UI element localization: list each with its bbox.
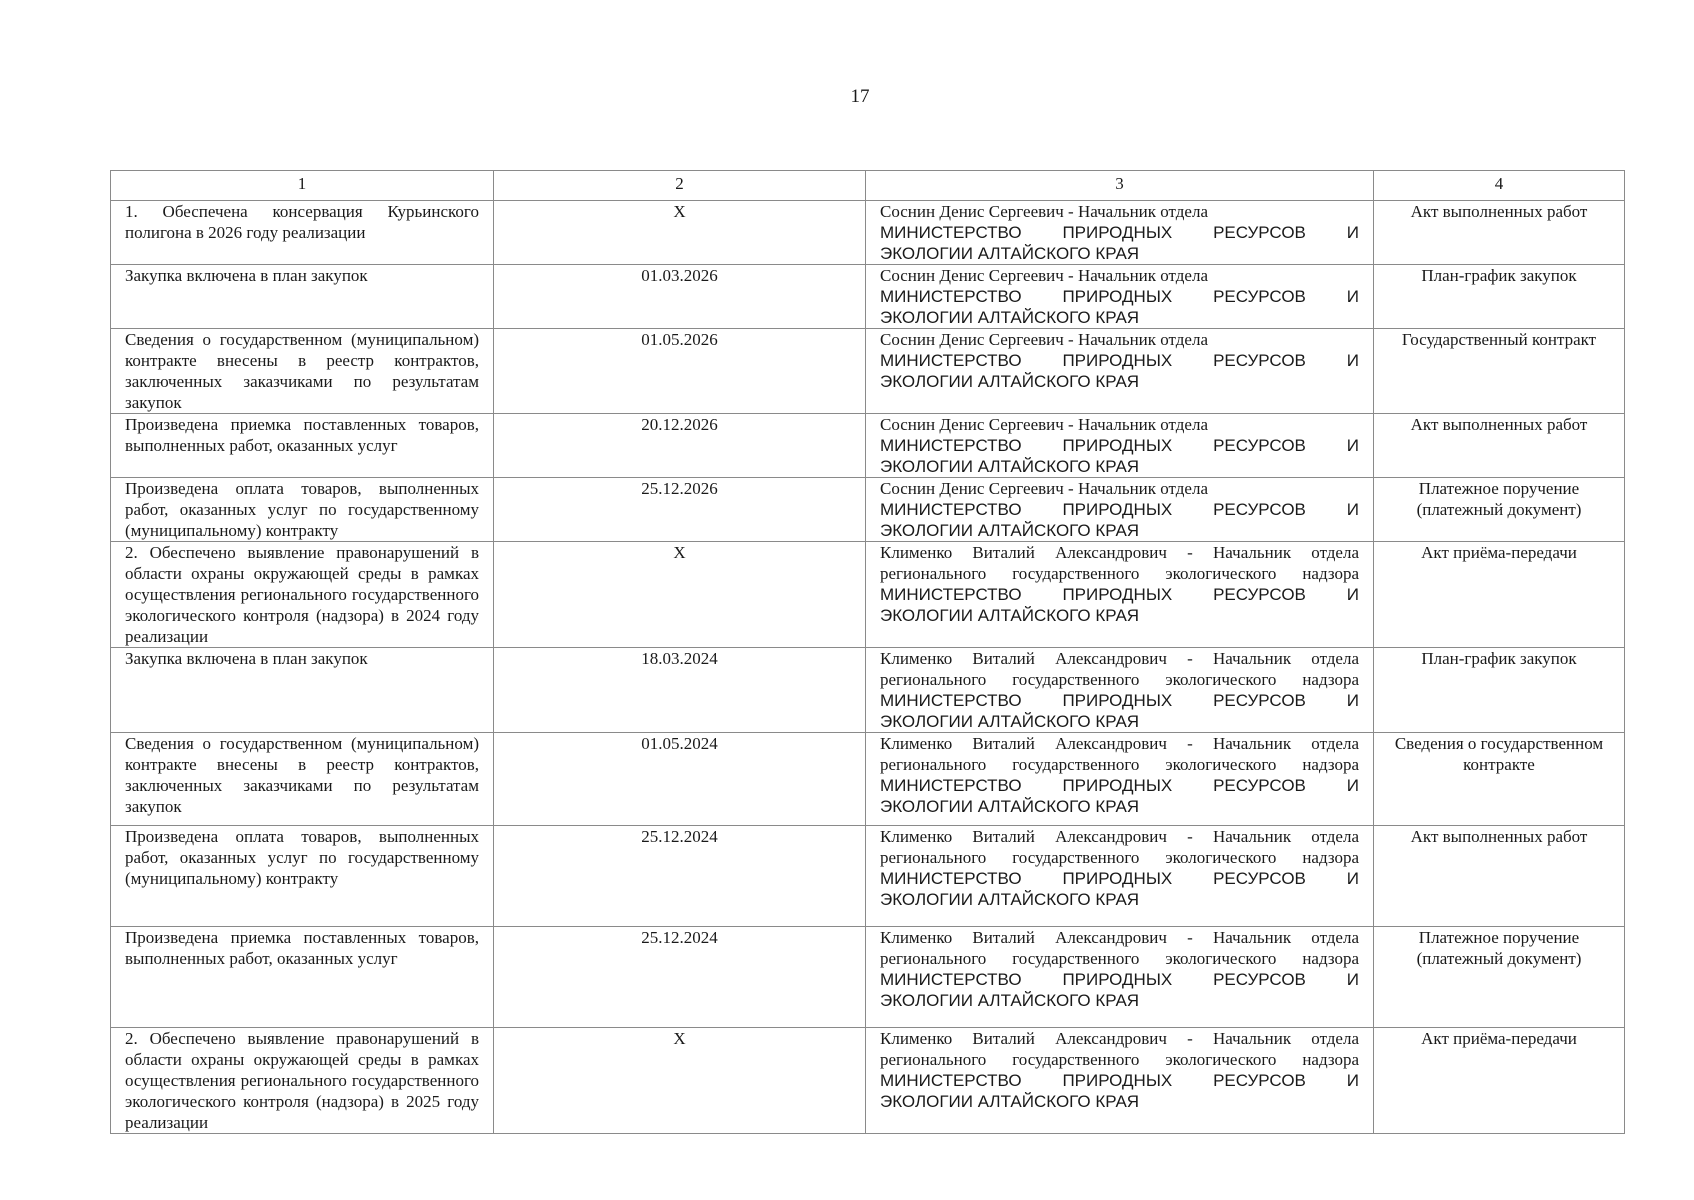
document-type: План-график закупок: [1374, 265, 1625, 329]
event-date: X: [494, 1028, 866, 1134]
responsible-person: Соснин Денис Сергеевич - Начальник отдела: [880, 479, 1208, 498]
event-date: 18.03.2024: [494, 648, 866, 733]
responsible-person: Соснин Денис Сергеевич - Начальник отдела: [880, 415, 1208, 434]
document-type: План-график закупок: [1374, 648, 1625, 733]
org-name-line-2: ЭКОЛОГИИ АЛТАЙСКОГО КРАЯ: [880, 606, 1140, 625]
header-col-3: 3: [866, 171, 1374, 201]
event-date: X: [494, 542, 866, 648]
document-type: Акт выполненных работ: [1374, 201, 1625, 265]
responsible-cell: [866, 648, 1374, 733]
document-type: Акт приёма-передачи: [1374, 542, 1625, 648]
table-row: [111, 733, 1625, 826]
responsible-person: Клименко Виталий Александрович - Начальник отдела регионального государственного экологического надзора: [880, 543, 1359, 583]
responsible-person: Соснин Денис Сергеевич - Начальник отдела: [880, 330, 1208, 349]
event-date: 01.05.2024: [494, 733, 866, 826]
plan-table: [110, 170, 1625, 1134]
responsible-cell: [866, 733, 1374, 826]
document-type: Акт приёма-передачи: [1374, 1028, 1625, 1134]
document-type: Акт выполненных работ: [1374, 826, 1625, 927]
org-name-line-1: МИНИСТЕРСТВО ПРИРОДНЫХ РЕСУРСОВ И: [880, 500, 1359, 519]
org-name-line-1: МИНИСТЕРСТВО ПРИРОДНЫХ РЕСУРСОВ И: [880, 1071, 1359, 1090]
event-description: Произведена оплата товаров, выполненных работ, оказанных услуг по государственному (муниципальному) контракту: [111, 478, 494, 542]
org-name-line-1: МИНИСТЕРСТВО ПРИРОДНЫХ РЕСУРСОВ И: [880, 869, 1359, 888]
event-date: 25.12.2024: [494, 826, 866, 927]
table-row: [111, 414, 1625, 478]
table-row: [111, 201, 1625, 265]
responsible-cell: [866, 542, 1374, 648]
event-date: 01.05.2026: [494, 329, 866, 414]
org-name-line-2: ЭКОЛОГИИ АЛТАЙСКОГО КРАЯ: [880, 244, 1140, 263]
page-number: 17: [850, 86, 870, 107]
event-description: 1. Обеспечена консервация Курьинского полигона в 2026 году реализации: [111, 201, 494, 265]
table-row: [111, 826, 1625, 927]
org-name-line-2: ЭКОЛОГИИ АЛТАЙСКОГО КРАЯ: [880, 457, 1140, 476]
org-name-line-2: ЭКОЛОГИИ АЛТАЙСКОГО КРАЯ: [880, 890, 1140, 909]
responsible-person: Клименко Виталий Александрович - Начальник отдела регионального государственного экологического надзора: [880, 827, 1359, 867]
event-date: X: [494, 201, 866, 265]
event-description: Произведена приемка поставленных товаров, выполненных работ, оказанных услуг: [111, 414, 494, 478]
table-row: [111, 478, 1625, 542]
event-description: Произведена оплата товаров, выполненных работ, оказанных услуг по государственному (муниципальному) контракту: [111, 826, 494, 927]
event-date: 20.12.2026: [494, 414, 866, 478]
responsible-cell: [866, 1028, 1374, 1134]
event-description: Закупка включена в план закупок: [111, 265, 494, 329]
responsible-cell: [866, 201, 1374, 265]
event-description: Сведения о государственном (муниципальном) контракте внесены в реестр контрактов, заключенных заказчиками по результатам закупок: [111, 733, 494, 826]
responsible-person: Клименко Виталий Александрович - Начальник отдела регионального государственного экологического надзора: [880, 928, 1359, 968]
event-date: 25.12.2024: [494, 927, 866, 1028]
org-name-line-1: МИНИСТЕРСТВО ПРИРОДНЫХ РЕСУРСОВ И: [880, 585, 1359, 604]
responsible-person: Клименко Виталий Александрович - Начальник отдела регионального государственного экологического надзора: [880, 649, 1359, 689]
event-description: Сведения о государственном (муниципальном) контракте внесены в реестр контрактов, заключенных заказчиками по результатам закупок: [111, 329, 494, 414]
responsible-person: Клименко Виталий Александрович - Начальник отдела регионального государственного экологического надзора: [880, 1029, 1359, 1069]
event-description: 2. Обеспечено выявление правонарушений в области охраны окружающей среды в рамках осуществления регионального государственного экологического контроля (надзора) в 2025 году реализации: [111, 1028, 494, 1134]
responsible-person: Клименко Виталий Александрович - Начальник отдела регионального государственного экологического надзора: [880, 734, 1359, 774]
document-type: Платежное поручение (платежный документ): [1374, 927, 1625, 1028]
org-name-line-1: МИНИСТЕРСТВО ПРИРОДНЫХ РЕСУРСОВ И: [880, 351, 1359, 370]
event-description: Закупка включена в план закупок: [111, 648, 494, 733]
responsible-person: Соснин Денис Сергеевич - Начальник отдела: [880, 266, 1208, 285]
document-type: Сведения о государственном контракте: [1374, 733, 1625, 826]
org-name-line-2: ЭКОЛОГИИ АЛТАЙСКОГО КРАЯ: [880, 521, 1140, 540]
org-name-line-2: ЭКОЛОГИИ АЛТАЙСКОГО КРАЯ: [880, 991, 1140, 1010]
table-row: [111, 265, 1625, 329]
responsible-cell: [866, 478, 1374, 542]
document-type: Акт выполненных работ: [1374, 414, 1625, 478]
org-name-line-1: МИНИСТЕРСТВО ПРИРОДНЫХ РЕСУРСОВ И: [880, 970, 1359, 989]
table-row: [111, 542, 1625, 648]
table-row: [111, 1028, 1625, 1134]
header-col-4: 4: [1374, 171, 1625, 201]
org-name-line-1: МИНИСТЕРСТВО ПРИРОДНЫХ РЕСУРСОВ И: [880, 436, 1359, 455]
document-type: Платежное поручение (платежный документ): [1374, 478, 1625, 542]
org-name-line-2: ЭКОЛОГИИ АЛТАЙСКОГО КРАЯ: [880, 308, 1140, 327]
responsible-cell: [866, 927, 1374, 1028]
responsible-person: Соснин Денис Сергеевич - Начальник отдела: [880, 202, 1208, 221]
table-row: [111, 329, 1625, 414]
org-name-line-1: МИНИСТЕРСТВО ПРИРОДНЫХ РЕСУРСОВ И: [880, 223, 1359, 242]
responsible-cell: [866, 329, 1374, 414]
table-row: [111, 648, 1625, 733]
event-description: 2. Обеспечено выявление правонарушений в области охраны окружающей среды в рамках осуществления регионального государственного экологического контроля (надзора) в 2024 году реализации: [111, 542, 494, 648]
org-name-line-1: МИНИСТЕРСТВО ПРИРОДНЫХ РЕСУРСОВ И: [880, 287, 1359, 306]
responsible-cell: [866, 265, 1374, 329]
event-date: 25.12.2026: [494, 478, 866, 542]
org-name-line-1: МИНИСТЕРСТВО ПРИРОДНЫХ РЕСУРСОВ И: [880, 691, 1359, 710]
event-date: 01.03.2026: [494, 265, 866, 329]
org-name-line-2: ЭКОЛОГИИ АЛТАЙСКОГО КРАЯ: [880, 797, 1140, 816]
header-col-1: 1: [111, 171, 494, 201]
responsible-cell: [866, 826, 1374, 927]
table-row: [111, 927, 1625, 1028]
org-name-line-1: МИНИСТЕРСТВО ПРИРОДНЫХ РЕСУРСОВ И: [880, 776, 1359, 795]
org-name-line-2: ЭКОЛОГИИ АЛТАЙСКОГО КРАЯ: [880, 712, 1140, 731]
org-name-line-2: ЭКОЛОГИИ АЛТАЙСКОГО КРАЯ: [880, 1092, 1140, 1111]
responsible-cell: [866, 414, 1374, 478]
document-type: Государственный контракт: [1374, 329, 1625, 414]
event-description: Произведена приемка поставленных товаров, выполненных работ, оказанных услуг: [111, 927, 494, 1028]
org-name-line-2: ЭКОЛОГИИ АЛТАЙСКОГО КРАЯ: [880, 372, 1140, 391]
header-col-2: 2: [494, 171, 866, 201]
header-row: [111, 171, 1625, 201]
